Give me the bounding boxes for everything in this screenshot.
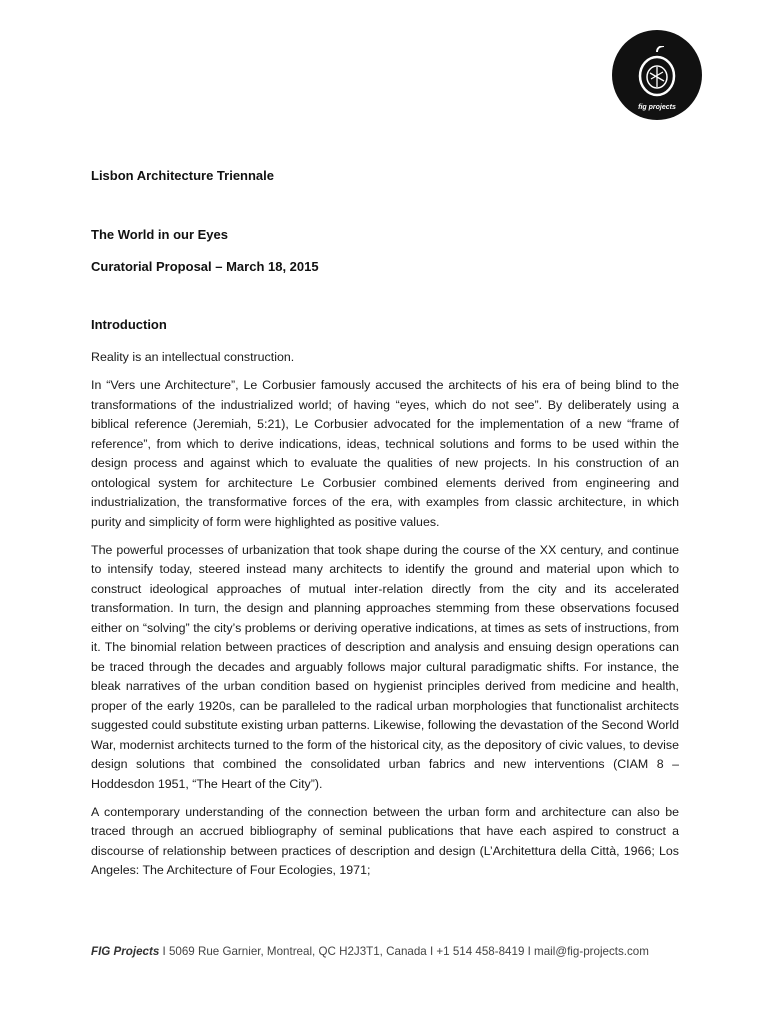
document-body: [91, 348, 679, 889]
fig-projects-logo: [612, 30, 702, 120]
document-subtitle: Curatorial Proposal – March 18, 2015: [91, 259, 319, 274]
footer-brand: FIG Projects: [91, 945, 160, 958]
section-heading: Introduction: [91, 317, 167, 332]
event-title: Lisbon Architecture Triennale: [91, 168, 275, 183]
document-title: The World in our Eyes: [91, 227, 229, 242]
paragraph-3: The powerful processes of urbanization that took shape during the course of the XX century, and continue to intensify today, steered instead many architects to identify the ground and material upon which to construct ideological approaches of mutual inter-relation directly from the city and its accelerated transformation. In turn, the design and planning approaches stemming from these observations focused either on “solving” the city’s problems or deriving operative indications, at times as sets of instructions, from it. The binomial relation between practices of description and analysis and ensuing design operations can be traced through the decades and arguably follows major cultural paradigmatic shifts. For instance, the bleak narratives of the urban condition based on hygienist principles derived from medicine and health, proper of the early 1920s, can be paralleled to the radical urban morphologies that functionalist architects suggested could substitute existing urban patterns. Likewise, following the devastation of the Second World War, modernist architects turned to the form of the historical city, as the depository of civic values, to devise design solutions that combined the consolidated urban fabrics and new interventions (CIAM 8 – Hoddesdon 1951, “The Heart of the City”).: [91, 542, 679, 791]
logo-label: fig projects: [638, 104, 676, 111]
paragraph-2: In “Vers une Architecture”, Le Corbusier famously accused the architects of his era of being blind to the transformations of the industrialized world; of having “eyes, which do not see”. By deliberately using a biblical reference (Jeremiah, 5:21), Le Corbusier advocated for the implementation of a new “frame of reference”, from which to derive indications, ideas, technical solutions and forms to be used within the design process and against which to evaluate the qualities of new projects. In his construction of an ontological system for architecture Le Corbusier combined elements derived from engineering and industrialization, the transformative forces of the era, with examples from classic architecture, in which purity and simplicity of form were highlighted as positive values.: [91, 378, 679, 529]
page-footer: [91, 945, 679, 958]
footer-contact: I 5069 Rue Garnier, Montreal, QC H2J3T1, Canada I +1 514 458-8419 I mail@fig-projects.com: [159, 945, 649, 958]
paragraph-1: Reality is an intellectual construction.: [91, 350, 295, 364]
fig-icon: [637, 46, 677, 102]
paragraph-4: A contemporary understanding of the connection between the urban form and architecture can also be traced through an accrued bibliography of seminal publications that have each aspired to construct a discourse of relationship between practices of description and design (L’Architettura della Città, 1966; Los Angeles: The Architecture of Four Ecologies, 1971;: [91, 804, 679, 877]
